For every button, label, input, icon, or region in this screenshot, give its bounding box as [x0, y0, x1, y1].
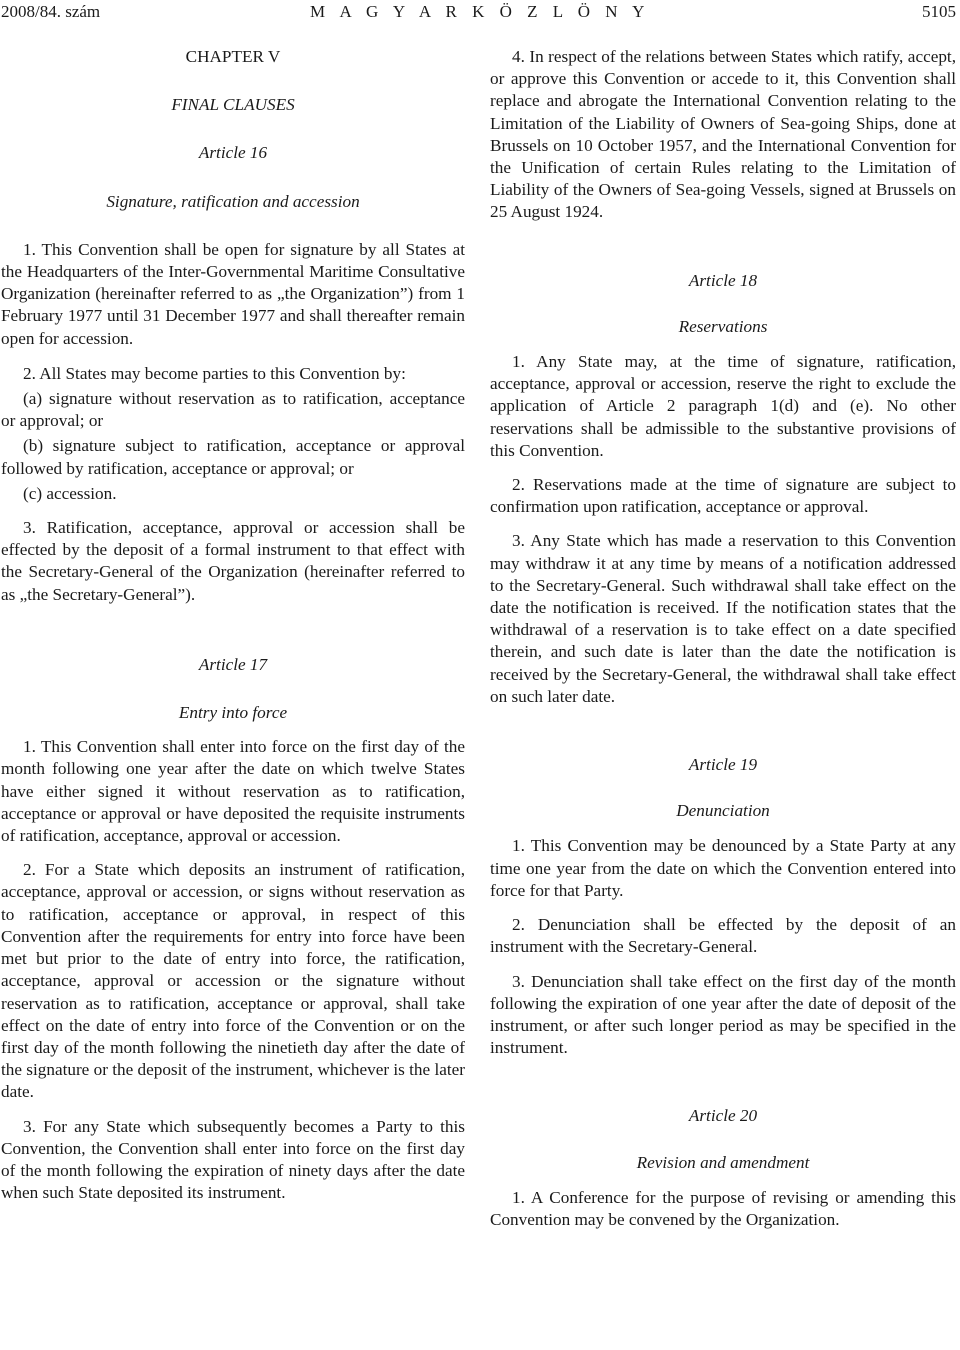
article-16-item-b: (b) signature subject to ratification, acceptance or approval followed by ratification, acceptance or approval; or: [1, 436, 465, 478]
article-18-paragraph-3: 3. Any State which has made a reservation to this Convention may withdraw it at any time by means of a notification addressed to the Secretary-General. Such withdrawal shall take effect on the date the notification is received. If the notification states that the withdrawal of a reservation is to take effect on a date specified therein, and such date is later than the date the notification is received by the Secretary-General, the withdrawal shall take effect on such later date.: [490, 531, 956, 706]
article-18-title: Article 18: [688, 270, 758, 290]
article-16-item-c: (c) accession.: [23, 483, 117, 503]
article-16-subtitle: Signature, ratification and accession: [106, 191, 360, 211]
article-19-paragraph-3: 3. Denunciation shall take effect on the first day of the month following the expiration of one year after the date of deposit of the instrument, or after such longer period as may be specified in the instrument.: [490, 971, 956, 1058]
article-20-subtitle: Revision and amendment: [636, 1152, 810, 1172]
article-16-paragraph-3: 3. Ratification, acceptance, approval or accession shall be effected by the deposit of a formal instrument to that effect with the Secretary-General of the Organization (hereinafter referred to as „the Secretary-General”).: [1, 518, 465, 604]
article-17-subtitle: Entry into force: [178, 703, 288, 723]
article-16-paragraph-2: 2. All States may become parties to this Convention by:: [23, 363, 406, 383]
chapter-heading: CHAPTER V: [185, 47, 281, 66]
article-20-title: Article 20: [688, 1106, 758, 1126]
issue-number: 2008/84. szám: [1, 2, 101, 21]
article-18-paragraph-2: 2. Reservations made at the time of signature are subject to confirmation upon ratification, acceptance or approval.: [490, 475, 956, 517]
article-16-paragraph-1: 1. This Convention shall be open for signature by all States at the Headquarters of the Inter-Governmental Maritime Consultative Organization (hereinafter referred to as „the Organization”) from 1 February 1977 until 31 December 1977 and shall thereafter remain open for accession.: [1, 239, 465, 348]
article-17-paragraph-3: 3. For any State which subsequently becomes a Party to this Convention, the Convention shall enter into force on the first day of the month following the expiration of ninety days after the date when such State deposited its instrument.: [1, 1116, 465, 1203]
article-17-title: Article 17: [198, 654, 268, 674]
article-19-paragraph-1: 1. This Convention may be denounced by a State Party at any time one year from the date on which the Convention entered into force for that Party.: [490, 836, 956, 900]
article-19-subtitle: Denunciation: [676, 801, 770, 821]
page-number: 5105: [922, 2, 956, 21]
article-16-title: Article 16: [198, 143, 268, 163]
article-19-title: Article 19: [688, 755, 758, 775]
journal-title: M A G Y A R K Ö Z L Ö N Y: [310, 2, 650, 21]
article-17-paragraph-1: 1. This Convention shall enter into force on the first day of the month following one year after the date on which twelve States have either signed it without reservation as to ratification, acceptance or approval or have deposited the requisite instruments of ratification, acceptance, approval or accession.: [1, 737, 465, 846]
article-17-paragraph-2: 2. For a State which deposits an instrument of ratification, acceptance, approval or accession, or signs without reservation as to ratification, acceptance or approval, in respect of this Convention after the requirements for entry into force have been met but prior to the date of entry into force, the ratification, acceptance, approval or accession or the signature without reservation as to ratification, acceptance or approval, shall take effect on the date of entry into force of the Convention or on the first day of the month following the ninetieth day after the date of the signature or the deposit of the instrument, whichever is the later date.: [1, 860, 465, 1102]
article-18-subtitle: Reservations: [678, 316, 768, 336]
left-column: [1, 45, 465, 1204]
article-20-paragraph-1: 1. A Conference for the purpose of revising or amending this Convention may be convened by the Organization.: [490, 1187, 956, 1229]
article-18-paragraph-1: 1. Any State may, at the time of signature, ratification, acceptance, approval or accession, reserve the right to exclude the application of Article 2 paragraph 1(d) and (e). No other reservations shall be admissible to the substantive provisions of this Convention.: [490, 352, 956, 460]
article-16-item-a: (a) signature without reservation as to ratification, acceptance or approval; or: [1, 389, 465, 431]
article-17-paragraph-4: 4. In respect of the relations between States which ratify, accept, or approve this Convention or accede to it, this Convention shall replace and abrogate the International Convention relating to the Limitation of the Liability of Owners of Sea-going Ships, done at Brussels on 10 October 1957, and the International Convention for the Unification of certain Rules relating to the Limitation of Liability of the Owners of Sea-going Vessels, signed at Brussels on 25 August 1924.: [490, 47, 956, 222]
article-19-paragraph-2: 2. Denunciation shall be effected by the deposit of an instrument with the Secretary-General.: [490, 915, 956, 957]
right-column: [490, 45, 956, 1231]
page-header: [0, 0, 960, 26]
chapter-title: FINAL CLAUSES: [171, 95, 295, 115]
